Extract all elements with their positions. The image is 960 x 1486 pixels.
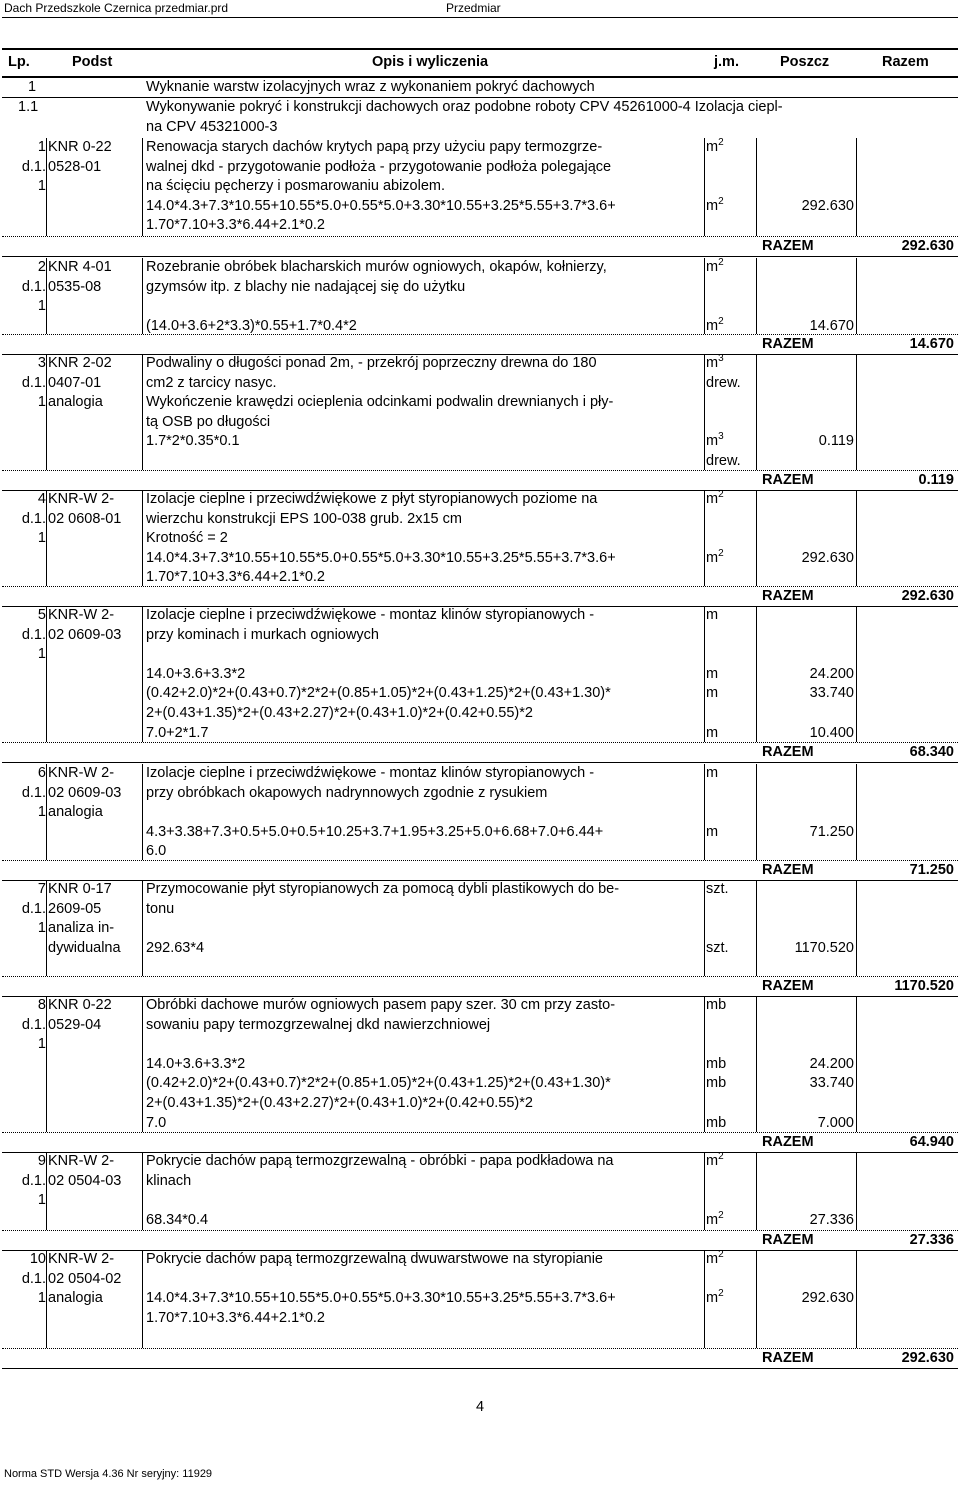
item-basis: 02 0504-03: [48, 1172, 122, 1189]
subsection-title-line2: na CPV 45321000-3: [146, 119, 278, 135]
item-description: Pokrycie dachów papą termozgrzewalną - obróbki - papa podkładowa na: [146, 1153, 614, 1169]
item-description: Renowacja starych dachów krytych papą przy użyciu papy termozgrze-: [146, 139, 603, 155]
item-basis: 02 0504-02: [48, 1270, 122, 1287]
column-divider: [46, 996, 47, 1132]
item-basis: KNR-W 2-: [48, 765, 115, 781]
item-calculation: 14.0*4.3+7.3*10.55+10.55*5.0+0.55*5.0+3.30*10.55+3.25*5.55+3.7*3.6+: [146, 549, 616, 566]
row-divider: [2, 1230, 958, 1231]
item-description: cm2 z tarcicy nasyc.: [146, 374, 277, 391]
item-calc-unit: mb: [706, 1114, 727, 1131]
section-number: 1: [28, 79, 37, 95]
column-divider: [704, 138, 705, 236]
item-basis: 0407-01: [48, 374, 102, 391]
item-description: Pokrycie dachów papą termozgrzewalną dwuwarstwowe na styropianie: [146, 1251, 603, 1267]
item-basis: analogia: [48, 804, 103, 821]
column-divider: [756, 764, 757, 860]
item-basis: KNR 0-17: [48, 881, 112, 897]
item-basis: 2609-05: [48, 900, 102, 917]
item-subnumber: 1: [37, 1192, 46, 1209]
item-chapter: d.1.: [21, 374, 46, 391]
item-unit: m: [706, 607, 719, 623]
row-divider: [2, 236, 958, 237]
total-label: RAZEM: [762, 472, 814, 488]
column-divider: [46, 1152, 47, 1230]
item-calc-unit: m: [706, 685, 719, 702]
item-description: Rozebranie obróbek blacharskich murów ogniowych, okapów, kołnierzy,: [146, 259, 607, 275]
item-calculation: 4.3+3.38+7.3+0.5+5.0+0.5+10.25+3.7+1.95+3.25+5.0+6.68+7.0+6.44+: [146, 823, 604, 840]
item-basis: KNR-W 2-: [48, 1251, 115, 1267]
total-label: RAZEM: [762, 1232, 814, 1248]
column-divider: [704, 606, 705, 742]
column-divider: [704, 1152, 705, 1230]
item-description: Izolacje cieplne i przeciwdźwiękowe z płyt styropianowych poziome na: [146, 491, 598, 507]
item-unit: $m^3$: [706, 353, 724, 371]
row-divider: [2, 1348, 958, 1349]
total-value: 27.336: [909, 1232, 954, 1248]
column-divider: [704, 764, 705, 860]
total-label: RAZEM: [762, 862, 814, 878]
column-divider: [756, 606, 757, 742]
item-calc-unit: $m^3$: [706, 431, 724, 450]
subsection-title-line1: Wykonywanie pokryć i konstrukcji dachowych oraz podobne roboty CPV 45261000-4 Izolacja ciepl-: [146, 99, 783, 115]
header-rule: [2, 17, 958, 18]
column-divider: [46, 880, 47, 976]
item-basis: analogia: [48, 1290, 103, 1307]
item-calc-unit: $m^2$: [706, 315, 724, 334]
total-label: RAZEM: [762, 588, 814, 604]
item-basis: 02 0608-01: [48, 510, 122, 527]
item-calculation: (0.42+2.0)*2+(0.43+0.7)*2*2+(0.85+1.05)*2+(0.43+1.25)*2+(0.43+1.30)*: [146, 685, 611, 702]
total-value: 0.119: [918, 472, 954, 488]
item-unit: m: [706, 765, 719, 781]
item-calc-unit: m: [706, 665, 719, 682]
item-basis: 02 0609-03: [48, 626, 122, 643]
item-calculation: 6.0: [146, 843, 167, 860]
item-unit: $m^2$: [706, 137, 724, 155]
item-description: na ścięciu pęcherzy i posmarowaniu abizolem.: [146, 178, 446, 195]
item-calc-unit: $m^2$: [706, 1209, 724, 1228]
total-value: 71.250: [909, 862, 954, 878]
page-number: 4: [476, 1399, 485, 1415]
item-subnumber: 1: [37, 298, 46, 315]
item-basis: 0529-04: [48, 1016, 102, 1033]
row-divider: [2, 1368, 958, 1369]
col-poszcz: Poszcz: [780, 54, 830, 70]
item-unit: $m^2$: [706, 489, 724, 507]
column-divider: [756, 354, 757, 470]
total-value: 292.630: [901, 1350, 954, 1366]
col-razem: Razem: [882, 54, 929, 70]
item-chapter: d.1.: [21, 784, 46, 801]
column-divider: [142, 606, 143, 742]
item-quantity: 292.630: [801, 549, 854, 566]
item-quantity: 10.400: [809, 724, 854, 741]
column-divider: [756, 138, 757, 236]
item-quantity: 7.000: [817, 1114, 854, 1131]
item-quantity: 33.740: [809, 1075, 854, 1092]
item-basis: KNR-W 2-: [48, 1153, 115, 1169]
column-divider: [856, 880, 857, 976]
column-divider: [46, 606, 47, 742]
item-calc-unit: $m^2$: [706, 195, 724, 214]
item-unit: $m^2$: [706, 1249, 724, 1267]
column-divider: [704, 996, 705, 1132]
item-calculation: 14.0*4.3+7.3*10.55+10.55*5.0+0.55*5.0+3.30*10.55+3.25*5.55+3.7*3.6+: [146, 197, 616, 214]
item-calc-unit: mb: [706, 1075, 727, 1092]
column-divider: [46, 764, 47, 860]
column-divider: [856, 490, 857, 586]
item-description: Wykończenie krawędzi ocieplenia odcinkami podwalin drewnianych i pły-: [146, 394, 614, 411]
item-subnumber: 1: [37, 530, 46, 547]
item-subnumber: 1: [37, 804, 46, 821]
col-lp: Lp.: [8, 54, 30, 70]
column-divider: [142, 880, 143, 976]
item-calc-unit: mb: [706, 1055, 727, 1072]
item-basis: KNR 0-22: [48, 139, 112, 155]
total-value: 68.340: [909, 744, 954, 760]
item-description: Obróbki dachowe murów ogniowych pasem papy szer. 30 cm przy zasto-: [146, 997, 616, 1013]
item-subnumber: 1: [37, 1036, 46, 1053]
column-divider: [46, 354, 47, 470]
column-divider: [704, 1250, 705, 1348]
item-chapter: d.1.: [21, 510, 46, 527]
table-header: [2, 48, 958, 78]
item-description: Podwaliny o długości ponad 2m, - przekrój poprzeczny drewna do 180: [146, 355, 597, 371]
item-calculation: 7.0+2*1.7: [146, 724, 209, 741]
column-divider: [46, 1250, 47, 1348]
item-description: wierzchu konstrukcji EPS 100-038 grub. 2x15 cm: [146, 510, 462, 527]
item-basis: analogia: [48, 394, 103, 411]
column-divider: [756, 880, 757, 976]
column-divider: [756, 996, 757, 1132]
item-calculation: 1.70*7.10+3.3*6.44+2.1*0.2: [146, 217, 325, 234]
column-divider: [704, 258, 705, 334]
item-calc-unit: $m^2$: [706, 1288, 724, 1307]
total-label: RAZEM: [762, 1134, 814, 1150]
col-opis: Opis i wyliczenia: [372, 54, 489, 70]
item-basis: 02 0609-03: [48, 784, 122, 801]
row-divider: [2, 976, 958, 977]
item-basis: KNR-W 2-: [48, 491, 115, 507]
item-quantity: 24.200: [809, 665, 854, 682]
footer-text: Norma STD Wersja 4.36 Nr seryjny: 11929: [4, 1468, 213, 1480]
item-subnumber: 1: [37, 920, 46, 937]
item-description: sowaniu papy termozgrzewalnej dkd nawierzchniowej: [146, 1016, 491, 1033]
total-label: RAZEM: [762, 744, 814, 760]
item-basis: KNR 0-22: [48, 997, 112, 1013]
item-description: Przymocowanie płyt styropianowych za pomocą dybli plastikowych do be-: [146, 881, 620, 897]
item-number: 4: [37, 491, 46, 507]
total-label: RAZEM: [762, 238, 814, 254]
item-number: 6: [37, 765, 46, 781]
item-chapter: d.1.: [21, 278, 46, 295]
item-subnumber: 1: [37, 394, 46, 411]
item-calculation: (14.0+3.6+2*3.3)*0.55+1.7*0.4*2: [146, 317, 357, 334]
column-divider: [756, 258, 757, 334]
item-calc-unit: szt.: [706, 939, 729, 956]
column-divider: [856, 138, 857, 236]
item-basis: dywidualna: [48, 939, 121, 956]
item-basis: KNR-W 2-: [48, 607, 115, 623]
item-unit: mb: [706, 997, 727, 1013]
item-description: walnej dkd - przygotowanie podłoża - przygotowanie podłoża polegające: [146, 158, 612, 175]
column-divider: [142, 996, 143, 1132]
item-calc-unit: m: [706, 724, 719, 741]
item-basis: 0535-08: [48, 278, 102, 295]
item-description: tą OSB po długości: [146, 413, 271, 430]
column-divider: [756, 1152, 757, 1230]
item-calculation: 1.70*7.10+3.3*6.44+2.1*0.2: [146, 1309, 325, 1326]
row-divider: [2, 470, 958, 471]
total-label: RAZEM: [762, 336, 814, 352]
item-unit: szt.: [706, 881, 729, 897]
item-chapter: d.1.: [21, 626, 46, 643]
item-calculation: 292.63*4: [146, 939, 205, 956]
column-divider: [856, 354, 857, 470]
item-quantity: 292.630: [801, 197, 854, 214]
col-jm: j.m.: [714, 54, 739, 70]
column-divider: [142, 258, 143, 334]
item-quantity: 14.670: [809, 317, 854, 334]
item-calculation: (0.42+2.0)*2+(0.43+0.7)*2*2+(0.85+1.05)*2+(0.43+1.25)*2+(0.43+1.30)*: [146, 1075, 611, 1092]
item-calculation: 68.34*0.4: [146, 1211, 209, 1228]
item-description: Izolacje cieplne i przeciwdźwiękowe - montaz klinów styropianowych -: [146, 765, 595, 781]
column-divider: [142, 1152, 143, 1230]
total-label: RAZEM: [762, 978, 814, 994]
item-number: 8: [37, 997, 46, 1013]
item-quantity: 1170.520: [794, 939, 854, 956]
column-divider: [756, 490, 757, 586]
total-value: 292.630: [901, 238, 954, 254]
item-calculation: 14.0+3.6+3.3*2: [146, 665, 246, 682]
item-calculation: 1.70*7.10+3.3*6.44+2.1*0.2: [146, 569, 325, 586]
item-basis: analiza in-: [48, 920, 115, 937]
item-description: Krotność = 2: [146, 530, 228, 547]
item-basis: 0528-01: [48, 158, 102, 175]
row-divider: [2, 334, 958, 335]
column-divider: [856, 996, 857, 1132]
column-divider: [856, 1152, 857, 1230]
item-quantity: 27.336: [809, 1211, 854, 1228]
item-description: przy kominach i murkach ogniowych: [146, 626, 379, 643]
column-divider: [46, 490, 47, 586]
item-subnumber: 1: [37, 178, 46, 195]
row-divider: [2, 742, 958, 743]
column-divider: [856, 606, 857, 742]
item-basis: KNR 4-01: [48, 259, 112, 275]
item-calc-unit: m: [706, 823, 719, 840]
item-calculation: 14.0+3.6+3.3*2: [146, 1055, 246, 1072]
total-value: 14.670: [909, 336, 954, 352]
column-divider: [142, 354, 143, 470]
total-label: RAZEM: [762, 1350, 814, 1366]
item-number: 5: [37, 607, 46, 623]
document-type: Przedmiar: [446, 1, 501, 15]
item-chapter: d.1.: [21, 1270, 46, 1287]
row-divider: [2, 762, 958, 763]
item-quantity: 24.200: [809, 1055, 854, 1072]
item-chapter: d.1.: [21, 1016, 46, 1033]
column-divider: [46, 138, 47, 236]
row-divider: [2, 1132, 958, 1133]
item-number: 7: [37, 881, 46, 897]
item-number: 1: [37, 139, 46, 155]
item-quantity: 0.119: [818, 433, 854, 450]
item-chapter: d.1.: [21, 158, 46, 175]
item-quantity: 292.630: [801, 1290, 854, 1307]
item-subnumber: 1: [37, 1290, 46, 1307]
subsection-number: 1.1: [18, 99, 39, 115]
total-value: 64.940: [909, 1134, 954, 1150]
item-description: gzymsów itp. z blachy nie nadającej się do użytku: [146, 278, 466, 295]
item-calculation: 1.7*2*0.35*0.1: [146, 433, 240, 450]
col-podst: Podst: [72, 54, 113, 70]
item-basis: KNR 2-02: [48, 355, 112, 371]
item-calc-unit-suffix: drew.: [706, 453, 741, 469]
item-description: Izolacje cieplne i przeciwdźwiękowe - montaz klinów styropianowych -: [146, 607, 595, 623]
row-divider: [2, 256, 958, 257]
column-divider: [756, 1250, 757, 1348]
column-divider: [142, 490, 143, 586]
total-value: 292.630: [901, 588, 954, 604]
item-unit: $m^2$: [706, 257, 724, 275]
row-divider: [2, 860, 958, 861]
item-description: przy obróbkach okapowych nadrynnowych zgodnie z rysukiem: [146, 784, 548, 801]
item-number: 2: [37, 259, 46, 275]
item-calculation: 14.0*4.3+7.3*10.55+10.55*5.0+0.55*5.0+3.30*10.55+3.25*5.55+3.7*3.6+: [146, 1290, 616, 1307]
item-calc-unit: $m^2$: [706, 547, 724, 566]
column-divider: [46, 258, 47, 334]
item-number: 10: [29, 1251, 46, 1267]
column-divider: [142, 1250, 143, 1348]
item-calculation: 2+(0.43+1.35)*2+(0.43+2.27)*2+(0.43+1.0)*2+(0.42+0.55)*2: [146, 705, 533, 721]
column-divider: [142, 764, 143, 860]
column-divider: [142, 138, 143, 236]
item-quantity: 33.740: [809, 685, 854, 702]
item-unit-suffix: drew.: [706, 374, 741, 391]
item-calculation: 2+(0.43+1.35)*2+(0.43+2.27)*2+(0.43+1.0)*2+(0.42+0.55)*2: [146, 1095, 533, 1111]
item-number: 3: [37, 355, 46, 371]
column-divider: [856, 1250, 857, 1348]
column-divider: [856, 764, 857, 860]
file-name: Dach Przedszkole Czernica przedmiar.prd: [4, 1, 229, 15]
column-divider: [704, 880, 705, 976]
section-title: Wyknanie warstw izolacyjnych wraz z wykonaniem pokryć dachowych: [146, 79, 595, 95]
item-description: tonu: [146, 900, 175, 917]
item-calculation: 7.0: [146, 1114, 167, 1131]
item-number: 9: [37, 1153, 46, 1169]
item-description: klinach: [146, 1172, 192, 1189]
item-chapter: d.1.: [21, 1172, 46, 1189]
row-divider: [2, 586, 958, 587]
column-divider: [704, 490, 705, 586]
column-divider: [856, 258, 857, 334]
item-unit: $m^2$: [706, 1151, 724, 1169]
column-divider: [704, 354, 705, 470]
item-subnumber: 1: [37, 646, 46, 663]
item-chapter: d.1.: [21, 900, 46, 917]
total-value: 1170.520: [894, 978, 954, 994]
item-quantity: 71.250: [809, 823, 854, 840]
page-header: [0, 0, 960, 18]
